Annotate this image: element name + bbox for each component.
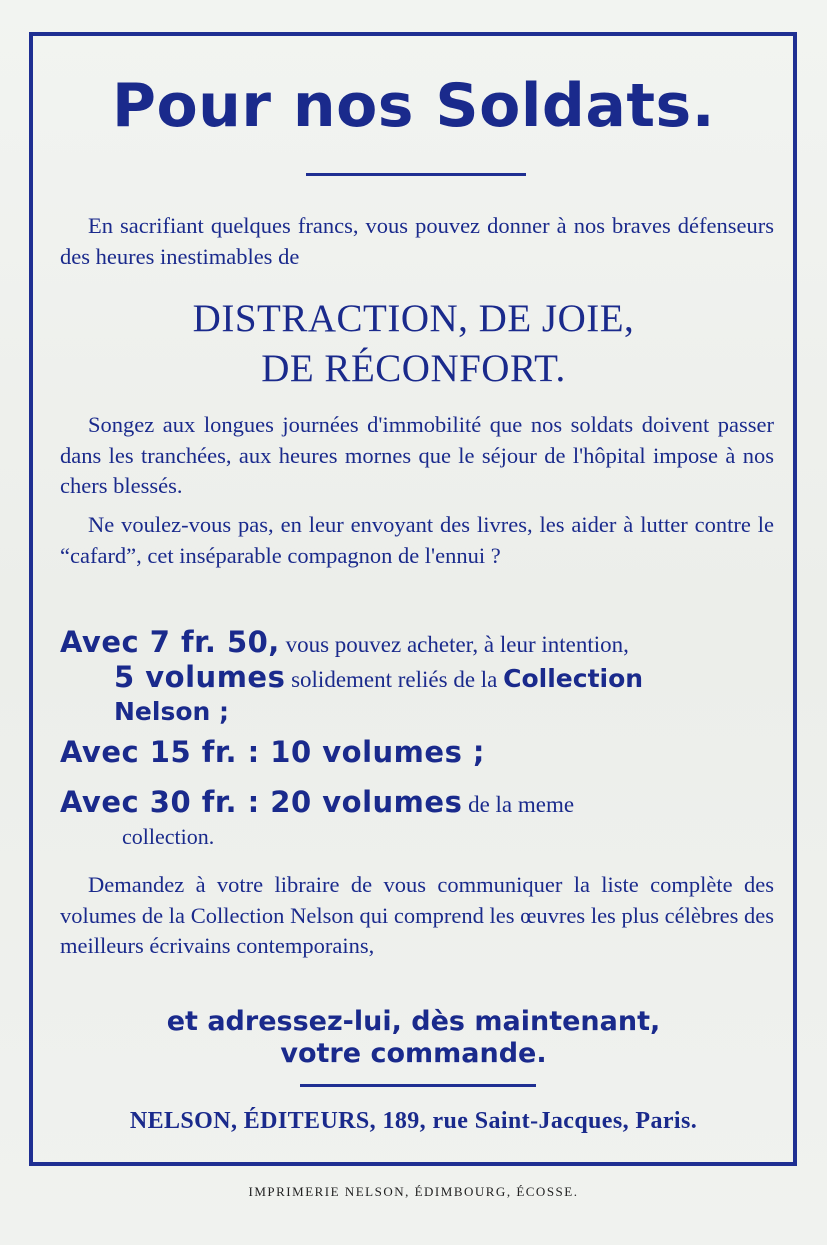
offer-1-volumes: 5 volumes (114, 660, 286, 694)
offer-1-text: vous pouvez acheter, à leur intention, (279, 632, 629, 657)
call-to-action (0, 1006, 827, 1070)
emphasis-block (0, 294, 827, 394)
page-title: Pour nos Soldats. (111, 71, 716, 141)
offer-15fr (60, 736, 774, 771)
publisher-address: NELSON, ÉDITEURS, 189, rue Saint-Jacques, Paris. (129, 1108, 698, 1134)
emphasis-line-1: DISTRACTION, DE JOIE, (192, 297, 635, 340)
call-line-1: et adressez-lui, dès maintenant, (166, 1006, 661, 1037)
offer-2-text: Avec 15 fr. : 10 volumes ; (60, 735, 486, 769)
intro-paragraph: En sacrifiant quelques francs, vous pouvez donner à nos braves défenseurs des heures inestimables de (60, 213, 774, 269)
offer-1-line2 (60, 661, 774, 696)
divider-top (306, 173, 526, 176)
page-border (29, 32, 797, 1166)
offer-3-tail: de la meme (462, 792, 575, 817)
call-line-2: votre commande. (280, 1038, 547, 1069)
emphasis-line-2: DE RÉCONFORT. (261, 347, 566, 390)
offer-1-amount: Avec 7 fr. 50, (60, 625, 280, 659)
offer-7fr50 (60, 626, 774, 728)
paragraph-cafard: Ne voulez-vous pas, en leur envoyant des livres, les aider à lutter contre le “cafard”, cet inséparable compagnon de l'ennui ? (60, 512, 774, 568)
paragraph-trenches: Songez aux longues journées d'immobilité que nos soldats doivent passer dans les tranchées, aux heures mornes que le séjour de l'hôpital impose à nos chers blessés. (60, 412, 774, 498)
offer-1-collection: Collection (503, 664, 644, 693)
offer-3-line2: collection. (122, 824, 215, 849)
offer-3-text: Avec 30 fr. : 20 volumes (60, 785, 463, 819)
divider-bottom (300, 1084, 536, 1087)
offer-30fr (60, 786, 774, 853)
offer-1-text2: solidement reliés de la (285, 667, 504, 692)
paragraph-libraire: Demandez à votre libraire de vous communiquer la liste complète des volumes de la Collection Nelson qui comprend les œuvres les plus célèbres des meilleurs écrivains contemporains, (60, 872, 774, 958)
printer-imprint: IMPRIMERIE NELSON, ÉDIMBOURG, ÉCOSSE. (248, 1184, 579, 1199)
offer-1-nelson: Nelson ; (114, 697, 230, 726)
